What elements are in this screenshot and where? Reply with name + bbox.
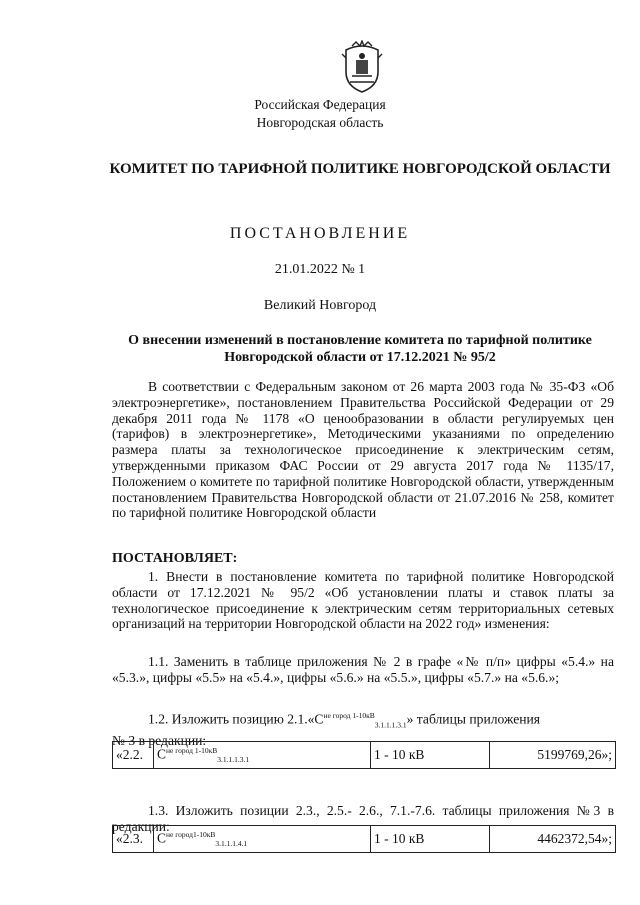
table-position-2-3	[112, 825, 616, 853]
value-cell: 5199769,26»;	[490, 742, 616, 769]
committee-title: КОМИТЕТ ПО ТАРИФНОЙ ПОЛИТИКЕ НОВГОРОДСКОЙ ОБЛАСТИ	[109, 161, 611, 177]
item-1-3-paragraph: 1.3. Изложить позиции 2.3., 2.5.- 2.6., 7.1.-7.6. таблицы приложения №3 в редакции:	[112, 803, 614, 834]
item-1-2-suffix: » таблицы приложения	[406, 711, 541, 727]
symbol-subscript: 3.1.1.1.3.1	[217, 755, 250, 765]
symbol-letter: С	[157, 830, 167, 846]
table-row	[113, 826, 616, 853]
table-position-2-2	[112, 741, 616, 769]
value-cell: 4462372,54»;	[490, 826, 616, 853]
symbol-letter: С	[157, 746, 167, 762]
preamble-paragraph: В соответствии с Федеральным законом от 26 марта 2003 года № 35-ФЗ «Об электроэнергетике», постановлением Правительства Российской Федерации от 29 декабря 2011 года № 1178 «О ценообразовании в области регулируемых цен (тарифов) в электроэнергетике», Методическими указаниями по определению размера платы за технологическое присоединение к электрическим сетям, утвержденными приказом ФАС России от 29 августа 2017 года № 1135/17, Положением о комитете по тарифной политике Новгородской области, утвержденным постановлением Правительства Новгородской области от 21.07.2016 № 258, комитет по тарифной политике Новгородской области	[112, 379, 614, 521]
item-1-2-superscript: не город 1-10кВ	[323, 711, 375, 720]
item-1-2-prefix: 1.2. Изложить позицию 2.1.«С	[148, 711, 324, 727]
symbol-superscript: не город1-10кВ	[166, 829, 216, 839]
voltage-cell: 1 - 10 кВ	[371, 826, 490, 853]
symbol-superscript: не город 1-10кВ	[166, 745, 218, 755]
region-name: Новгородская область	[256, 115, 384, 130]
voltage-cell: 1 - 10 кВ	[371, 742, 490, 769]
symbol-cell	[154, 826, 371, 853]
position-cell: «2.3.	[113, 826, 154, 853]
document-type: ПОСТАНОВЛЕНИЕ	[229, 225, 411, 242]
coat-of-arms-emblem	[338, 40, 386, 94]
item-1-1-paragraph: 1.1. Заменить в таблице приложения № 2 в графе «№ п/п» цифры «5.4.» на «5.3.», цифры «5.5» на «5.4.», цифры «5.6.» на «5.5.», цифры «5.7.» на «5.6.»;	[112, 654, 614, 685]
symbol-subscript: 3.1.1.1.4.1	[215, 839, 248, 849]
item-1-paragraph: 1. Внести в постановление комитета по тарифной политике Новгородской области от 17.12.2021 № 95/2 «Об установлении платы и ставок платы за технологическое присоединение к электрическим сетям территориальных сетевых организаций на территории Новгородской области на 2022 год» изменения:	[112, 569, 614, 632]
country-name: Российская Федерация	[254, 97, 386, 112]
item-1-2-line2: № 3 в редакции:	[112, 733, 207, 749]
item-1-2-subscript: 3.1.1.1.3.1	[374, 720, 407, 730]
symbol-cell	[154, 742, 371, 769]
date-number: 21.01.2022 № 1	[274, 262, 366, 277]
document-subject: О внесении изменений в постановление комитета по тарифной политике Новгородской области от 17.12.2021 № 95/2	[128, 333, 592, 365]
position-cell: «2.2.	[113, 742, 154, 769]
table-row	[113, 742, 616, 769]
city-name: Великий Новгород	[263, 298, 377, 313]
resolves-heading: ПОСТАНОВЛЯЕТ:	[112, 551, 238, 566]
